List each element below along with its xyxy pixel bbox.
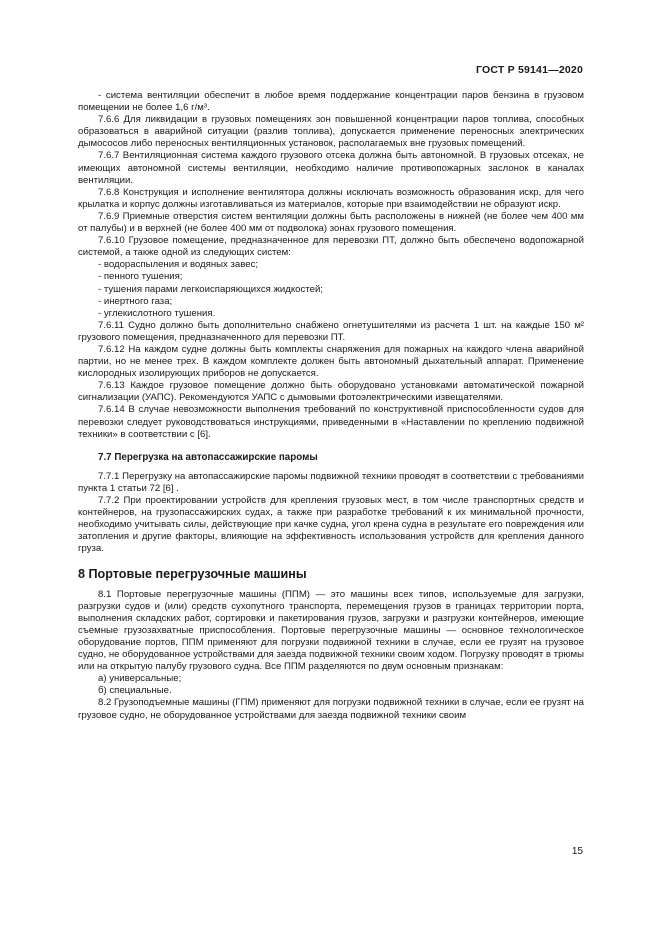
document-standard-id: ГОСТ Р 59141—2020	[475, 64, 583, 76]
page-number: 15	[571, 846, 583, 857]
paragraph-7-6-8: 7.6.8 Конструкция и исполнение вентилятора должны исключать возможность образования искр, для чего крылатка и корпус должны изготавливаться из материалов, которые при взаимодействии не образуют искр.	[78, 186, 584, 210]
section-heading-7-7: 7.7 Перегрузка на автопассажирские паромы	[98, 451, 318, 463]
paragraph-7-7-2: 7.7.2 При проектировании устройств для крепления грузовых мест, в том числе транспортных средств и контейнеров, на грузопассажирских судах, а также при разработке требований к их минимальной прочности, необходимо учитывать силы, действующие при качке судна, угол крена судна в результате его повреждения или затопления и другие факторы, влияющие на эффективность использования устройств для крепления данного груза.	[78, 495, 584, 555]
paragraph-7-7-1: 7.7.1 Перегрузку на автопассажирские паромы подвижной техники проводят в соответствии с требованиями пункта 1 статьи 72 [6] .	[78, 470, 584, 494]
paragraph-8-2: 8.2 Грузоподъемные машины (ГПМ) применяют для погрузки подвижной техники в случае, если ее грузят на грузовое судно, не оборудованное устройствами для заезда подвижной техники своим	[78, 697, 584, 721]
list-item: а) универсальные;	[98, 673, 182, 685]
paragraph-7-6-11: 7.6.11 Судно должно быть дополнительно снабжено огнетушителями из расчета 1 шт. на каждые 150 м² грузового помещения, предназначенного для перевозки ПТ.	[78, 319, 584, 343]
paragraph-7-6-12: 7.6.12 На каждом судне должны быть комплекты снаряжения для пожарных на каждого члена аварийной партии, но не менее трех. В каждом комплекте должен быть автономный дыхательный аппарат. Применение кислородных изолирующих приборов не допускается.	[78, 343, 584, 380]
list-item: - водораспыления и водяных завес;	[98, 259, 259, 271]
paragraph-7-6-7: 7.6.7 Вентиляционная система каждого грузового отсека должна быть автономной. В грузовых отсеках, не имеющих автономной системы вентиляции, необходимо наличие противопожарных заслонок в каналах вентиляции.	[78, 150, 584, 186]
list-item: - пенного тушения;	[98, 271, 183, 283]
list-item: - инертного газа;	[98, 295, 173, 307]
paragraph-7-6-9: 7.6.9 Приемные отверстия систем вентиляции должны быть расположены в нижней (не более чем 400 мм от палубы) и в верхней (не более 400 мм от подволока) зонах грузового помещения.	[78, 210, 584, 235]
list-item: - тушения парами легкоиспаряющихся жидкостей;	[98, 283, 323, 295]
paragraph-8-1: 8.1 Портовые перегрузочные машины (ППМ) — это машины всех типов, используемые для загрузки, разгрузки судов и (или) средств сухопутного транспорта, перемещения грузов в границах территории порта, выполнения складских работ, сортировки и пакетирования грузов, загрузки и разгрузки контейнеров, имеющие съемные грузозахватные приспособления. Портовые перегрузочные машины — основное технологическое оборудование портов, ППМ применяют для погрузки подвижной техники в случае, если ее грузят на грузовое судно, не оборудованное устройствами для заезда подвижной техники своим ходом. Погрузку проводят в трюмы или на открытую палубу грузового судна. Все ППМ разделяются по двум основным признакам:	[78, 588, 584, 673]
paragraph-7-6-14: 7.6.14 В случае невозможности выполнения требований по конструктивной приспособленности судов для перевозки следует руководствоваться инструкциями, приведенными в «Наставлении по креплению подвижной техники» в соответствии с [6].	[78, 404, 584, 440]
section-heading-8: 8 Портовые перегрузочные машины	[78, 567, 307, 582]
paragraph-7-6-13: 7.6.13 Каждое грузовое помещение должно быть оборудовано установками автоматической пожарной сигнализации (УАПС). Рекомендуются УАПС с дымовыми фотоэлектрическими извещателями.	[78, 380, 584, 404]
list-item: - углекислотного тушения.	[98, 307, 216, 319]
list-item: б) специальные.	[98, 685, 172, 697]
document-body	[78, 90, 584, 722]
paragraph-7-6-10: 7.6.10 Грузовое помещение, предназначенное для перевозки ПТ, должно быть обеспечено водопожарной системой, а также одной из следующих систем:	[78, 235, 584, 259]
paragraph-7-6-6: 7.6.6 Для ликвидации в грузовых помещениях зон повышенной концентрации паров топлива, способных образоваться в аварийной ситуации (разлив топлива), допускается применение переносных электрических дымососов либо переносных вентиляционных установок, располагаемых вне грузовых помещений.	[78, 114, 584, 150]
paragraph-ventilation-concentration: - система вентиляции обеспечит в любое время поддержание концентрации паров бензина в грузовом помещении не более 1,6 г/м³.	[78, 90, 584, 114]
